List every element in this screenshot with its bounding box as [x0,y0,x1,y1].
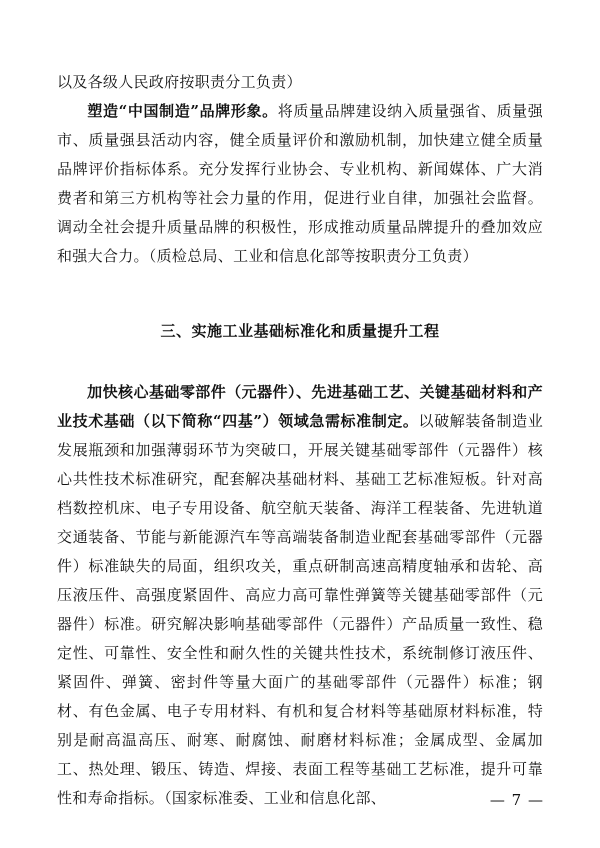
brand-bold-lead: 塑造“中国制造”品牌形象。 [87,102,278,120]
brand-body-text: 将质量品牌建设纳入质量强省、质量强市、质量强县活动内容，健全质量评价和激励机制，加快建立健全质量品牌评价指标体系。充分发挥行业协会、专业机构、新闻媒体、广大消费者和第三方机构等社会力量的作用，促进行业自律，加强社会监督。调动全社会提升质量品牌的积极性，形成推动质量品牌提升的叠加效应和强大合力。（质检总局、工业和信息化部等按职责分工负责） [57,102,543,265]
brand-paragraph [57,97,543,271]
four-base-body-text: 以破解装备制造业发展瓶颈和加强薄弱环节为突破口，开展关键基础零部件（元器件）核心共性技术标准研究，配套解决基础材料、基础工艺标准短板。针对高档数控机床、电子专用设备、航空航天装备、海洋工程装备、先进轨道交通装备、节能与新能源汽车等高端装备制造业配套基础零部件（元器件）标准缺失的局面，组织攻关，重点研制高速高精度轴承和齿轮、高压液压件、高强度紧固件、高应力高可靠性弹簧等关键基础零部件（元器件）标准。研究解决影响基础零部件（元器件）产品质量一致性、稳定性、可靠性、安全性和耐久性的关键共性技术，系统制修订液压件、紧固件、弹簧、密封件等量大面广的基础零部件（元器件）标准；钢材、有色金属、电子专用材料、有机和复合材料等基础原材料标准，特别是耐高温高压、耐寒、耐腐蚀、耐磨材料标准；金属成型、金属加工、热处理、锻压、铸造、焊接、表面工程等基础工艺标准，提升可靠性和寿命指标。（国家标准委、工业和信息化部、 [57,412,543,807]
continuation-paragraph [57,68,543,97]
four-base-bold-lead: 加快核心基础零部件（元器件）、先进基础工艺、关键基础材料和产业技术基础（以下简称“四基”）领域急需标准制定。 [57,383,543,430]
four-base-paragraph [57,378,543,813]
section-heading: 三、实施工业基础标准化和质量提升工程 [160,322,440,340]
continuation-text: 以及各级人民政府按职责分工负责） [57,73,302,91]
page-number: — 7 — [489,791,544,809]
